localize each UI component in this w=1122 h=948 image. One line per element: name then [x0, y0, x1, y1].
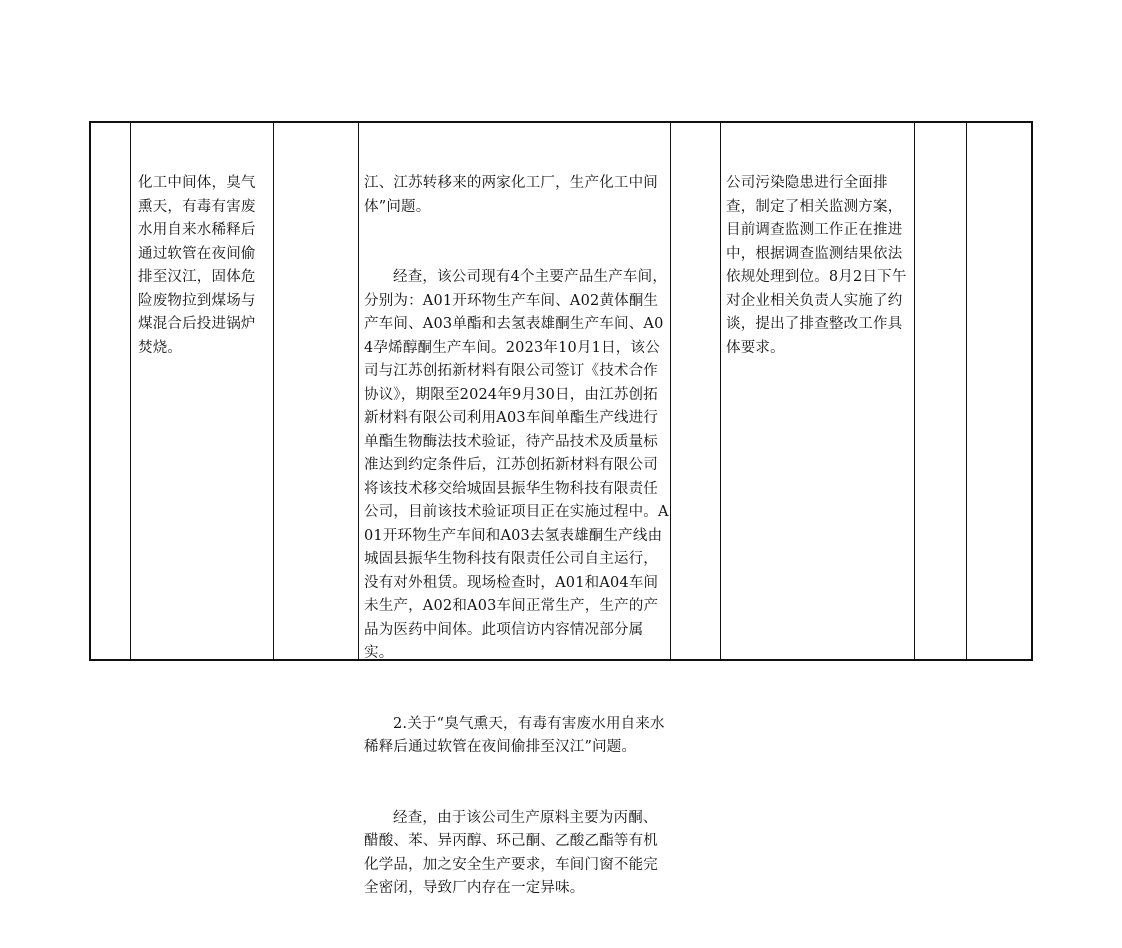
table-column-status — [671, 123, 721, 659]
table-column-remarks — [967, 123, 1033, 659]
investigation-paragraph-1: 江、江苏转移来的两家化工厂，生产化工中间体”问题。 — [364, 175, 658, 215]
complaint-summary-text — [138, 125, 269, 407]
table-column-area — [274, 123, 359, 659]
table-column-index — [91, 123, 131, 659]
investigation-text — [364, 125, 669, 948]
complaint-summary-paragraph: 化工中间体，臭气熏天，有毒有害废水用自来水稀释后通过软管在夜间偷排至汉江，固体危险废物拉到煤场与煤混合后投进锅炉焚烧。 — [138, 175, 256, 356]
handling-paragraph: 公司污染隐患进行全面排查，制定了相关监测方案，目前调查监测工作正在推进中，根据调查监测结果依法依规处理到位。8月2日下午对企业相关负责人实施了约谈，提出了排查整改工作具体要求。 — [726, 175, 907, 356]
investigation-paragraph-3: 2.关于“臭气熏天，有毒有害废水用自来水稀释后通过软管在夜间偷排至汉江”问题。 — [364, 715, 665, 755]
document-table — [89, 121, 1033, 896]
handling-text — [726, 125, 910, 407]
investigation-paragraph-4: 经查，由于该公司生产原料主要为丙酮、醋酸、苯、异丙醇、环己酮、乙酸乙酯等有机化学品，加之安全生产要求，车间门窗不能完全密闭，导致厂内存在一定异味。 — [364, 809, 658, 896]
table-column-responsible — [915, 123, 967, 659]
investigation-paragraph-2: 经查，该公司现有4个主要产品生产车间，分别为：A01开环物生产车间、A02黄体酮生产车间、A03单酯和去氢表雄酮生产车间、A04孕烯醇酮生产车间。2023年10月1日，该公司与江苏创拓新材料有限公司签订《技术合作协议》，期限至2024年9月30日，由江苏创拓新材料有限公司利用A03车间单酯生产线进行单酯生物酶法技术验证，待产品技术及质量标准达到约定条件后，江苏创拓新材料有限公司将该技术移交给城固县振华生物科技有限责任公司，目前该技术验证项目正在实施过程中。A01开环物生产车间和A03去氢表雄酮生产线由城固县振华生物科技有限责任公司自主运行，没有对外租赁。现场检查时，A01和A04车间未生产，A02和A03车间正常生产，生产的产品为医药中间体。此项信访内容情况部分属实。 — [364, 269, 669, 661]
